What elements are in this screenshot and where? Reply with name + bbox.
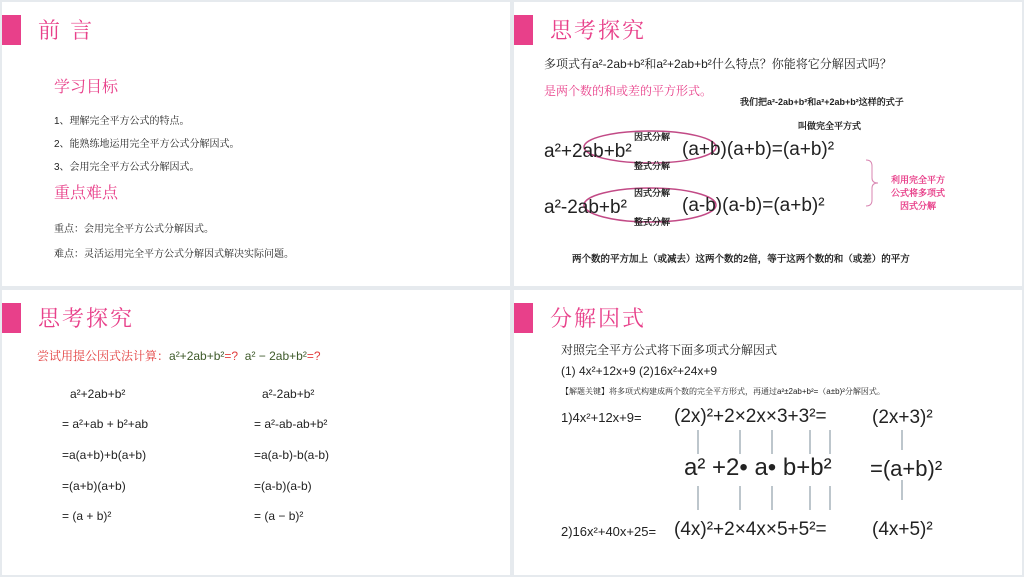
prompt-q: =? <box>224 349 239 363</box>
expression: (a+b)(a+b)=(a+b)² <box>682 139 835 160</box>
step: = (a − b)² <box>254 509 304 523</box>
slide-title: 前 言 <box>38 18 95 43</box>
step: =(a+b)(a+b) <box>62 479 126 493</box>
expression: a²-2ab+b² <box>544 197 627 218</box>
slide-title: 分解因式 <box>550 306 647 331</box>
step: =(a-b)(a-b) <box>254 479 312 493</box>
prompt-q: =? <box>306 349 321 363</box>
factor-label: 因式分解 <box>634 188 671 198</box>
expression: (a-b)(a-b)=(a+b)² <box>682 195 825 216</box>
multiply-label: 整式分解 <box>634 161 671 171</box>
q2-label: 2)16x²+40x+25= <box>561 524 657 539</box>
slide-title: 思考探究 <box>38 306 135 331</box>
answer: 是两个数的和或差的平方形式。 <box>544 84 713 98</box>
step: =a(a+b)+b(a+b) <box>62 448 147 462</box>
prompt-label: 尝试用提公因式法计算： <box>37 349 170 363</box>
step: a²+2ab+b² <box>70 387 126 401</box>
brace-note-line: 利用完全平方 <box>890 175 945 185</box>
question: 多项式有a²-2ab+b²和a²+2ab+b²什么特点？你能将它分解因式吗？ <box>544 57 892 71</box>
prompt-expr: a² − 2ab+b² <box>244 349 307 363</box>
goal-item: 1、理解完全平方公式的特点。 <box>54 116 190 127</box>
goal-item: 2、能熟练地运用完全平方公式分解因式。 <box>54 139 240 150</box>
accent-bar <box>2 15 21 45</box>
summary: 两个数的平方加上（或减去）这两个数的2倍，等于这两个数的和（或差）的平方 <box>572 254 910 265</box>
goal-item: 3、会用完全平方公式分解因式。 <box>54 162 200 173</box>
q1-label: 1)4x²+12x+9= <box>561 410 642 425</box>
step: = (a + b)² <box>62 509 112 523</box>
problems: (1) 4x²+12x+9 (2)16x²+24x+9 <box>561 364 718 378</box>
brace-note-line: 因式分解 <box>899 201 936 211</box>
expression: a²+2ab+b² <box>544 141 632 162</box>
factor-label: 因式分解 <box>634 132 671 142</box>
prompt-expr: a²+2ab+b² <box>169 349 225 363</box>
step: a²-2ab+b² <box>262 387 315 401</box>
slide-title: 思考探究 <box>550 18 647 43</box>
q2-expansion: (4x)²+2×4x×5+5²= <box>674 519 827 540</box>
goal-heading: 学习目标 <box>54 79 119 96</box>
formula-result: =(a+b)² <box>870 456 943 481</box>
instruction: 对照完全平方公式将下面多项式分解因式 <box>561 343 778 357</box>
difficult-point: 难点：灵活运用完全平方公式分解因式解决实际问题。 <box>54 249 294 260</box>
q1-result: (2x+3)² <box>872 407 933 428</box>
slide-explore-1[interactable] <box>514 2 1022 286</box>
solution-key: 【解题关键】将多项式构建成两个数的完全平方形式，再通过a²±2ab+b²=（a±b)²分解因式。 <box>561 387 885 396</box>
slide-preface[interactable] <box>2 2 510 286</box>
brace-note <box>886 173 950 212</box>
step: = a²+ab + b²+ab <box>62 417 149 431</box>
note: 我们把a²-2ab+b²和a²+2ab+b²这样的式子 <box>740 97 904 107</box>
brace-note-line: 公式将多项式 <box>890 188 945 198</box>
q2-result: (4x+5)² <box>872 519 933 540</box>
accent-bar <box>2 303 21 333</box>
step: = a²-ab-ab+b² <box>254 417 328 431</box>
key-heading: 重点难点 <box>54 185 119 202</box>
step: =a(a-b)-b(a-b) <box>254 448 330 462</box>
slide-explore-2[interactable] <box>2 290 510 575</box>
prompt <box>37 347 321 364</box>
key-point: 重点：会用完全平方公式分解因式。 <box>54 224 214 235</box>
q1-expansion: (2x)²+2×2x×3+3²= <box>674 406 827 427</box>
formula: a² +2• a• b+b² <box>684 454 832 481</box>
multiply-label: 整式分解 <box>634 217 671 227</box>
note: 叫做完全平方式 <box>798 121 862 131</box>
slide-factorize[interactable] <box>514 290 1022 575</box>
